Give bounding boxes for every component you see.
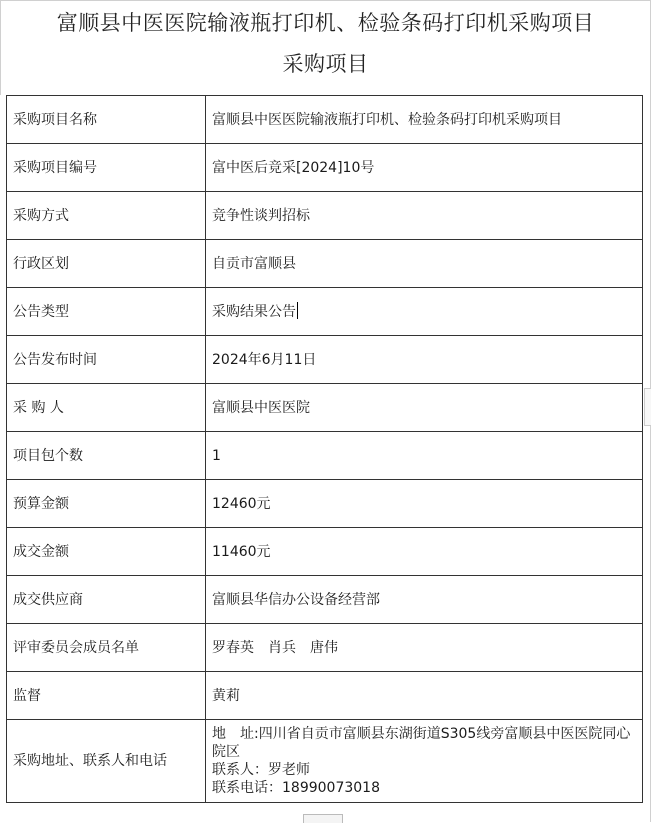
table-row: [7, 240, 643, 288]
procurement-info-table: [6, 95, 643, 803]
table-row: [7, 192, 643, 240]
row-label: 采购方式: [7, 192, 206, 240]
table-row: [7, 528, 643, 576]
row-label: 预算金额: [7, 480, 206, 528]
table-row: [7, 480, 643, 528]
table-row: [7, 576, 643, 624]
table-row: [7, 672, 643, 720]
row-label: 成交金额: [7, 528, 206, 576]
row-value-with-cursor[interactable]: [206, 288, 643, 336]
row-value[interactable]: 罗春英 肖兵 唐伟: [206, 624, 643, 672]
row-label: 采购项目编号: [7, 144, 206, 192]
text-cursor: [297, 302, 298, 319]
title-line-2: 采购项目: [282, 52, 369, 76]
row-value[interactable]: 富中医后竞采[2024]10号: [206, 144, 643, 192]
row-value[interactable]: 富顺县中医医院输液瓶打印机、检验条码打印机采购项目: [206, 96, 643, 144]
row-label: 成交供应商: [7, 576, 206, 624]
row-label: 评审委员会成员名单: [7, 624, 206, 672]
row-value[interactable]: 1: [206, 432, 643, 480]
row-label: 行政区划: [7, 240, 206, 288]
row-value[interactable]: 富顺县华信办公设备经营部: [206, 576, 643, 624]
row-value[interactable]: 2024年6月11日: [206, 336, 643, 384]
table-row: [7, 288, 643, 336]
table-row-contact: [7, 720, 643, 803]
table-row: [7, 624, 643, 672]
table-row: [7, 336, 643, 384]
row-label: 采 购 人: [7, 384, 206, 432]
row-value[interactable]: 采购结果公告: [212, 304, 296, 320]
side-scroll-tab[interactable]: [644, 388, 651, 426]
row-label: 公告类型: [7, 288, 206, 336]
row-value[interactable]: 自贡市富顺县: [206, 240, 643, 288]
table-row: [7, 144, 643, 192]
row-value[interactable]: 11460元: [206, 528, 643, 576]
row-value[interactable]: 富顺县中医医院: [206, 384, 643, 432]
document-title: [0, 3, 651, 85]
table-row: [7, 96, 643, 144]
row-value[interactable]: 12460元: [206, 480, 643, 528]
table-row: [7, 384, 643, 432]
contact-person: 联系人：罗老师: [212, 762, 310, 778]
row-value[interactable]: 竞争性谈判招标: [206, 192, 643, 240]
contact-phone: 联系电话：18990073018: [212, 780, 380, 796]
contact-cell[interactable]: [206, 720, 643, 803]
row-label: 项目包个数: [7, 432, 206, 480]
row-value[interactable]: 黄莉: [206, 672, 643, 720]
page-top-border: [0, 0, 651, 1]
row-label: 公告发布时间: [7, 336, 206, 384]
row-label: 监督: [7, 672, 206, 720]
title-line-1: 富顺县中医医院输液瓶打印机、检验条码打印机采购项目: [56, 11, 595, 35]
row-label: 采购地址、联系人和电话: [7, 720, 206, 803]
row-label: 采购项目名称: [7, 96, 206, 144]
contact-address: 地 址:四川省自贡市富顺县东湖街道S305线旁富顺县中医医院同心院区: [212, 726, 631, 760]
table-row: [7, 432, 643, 480]
